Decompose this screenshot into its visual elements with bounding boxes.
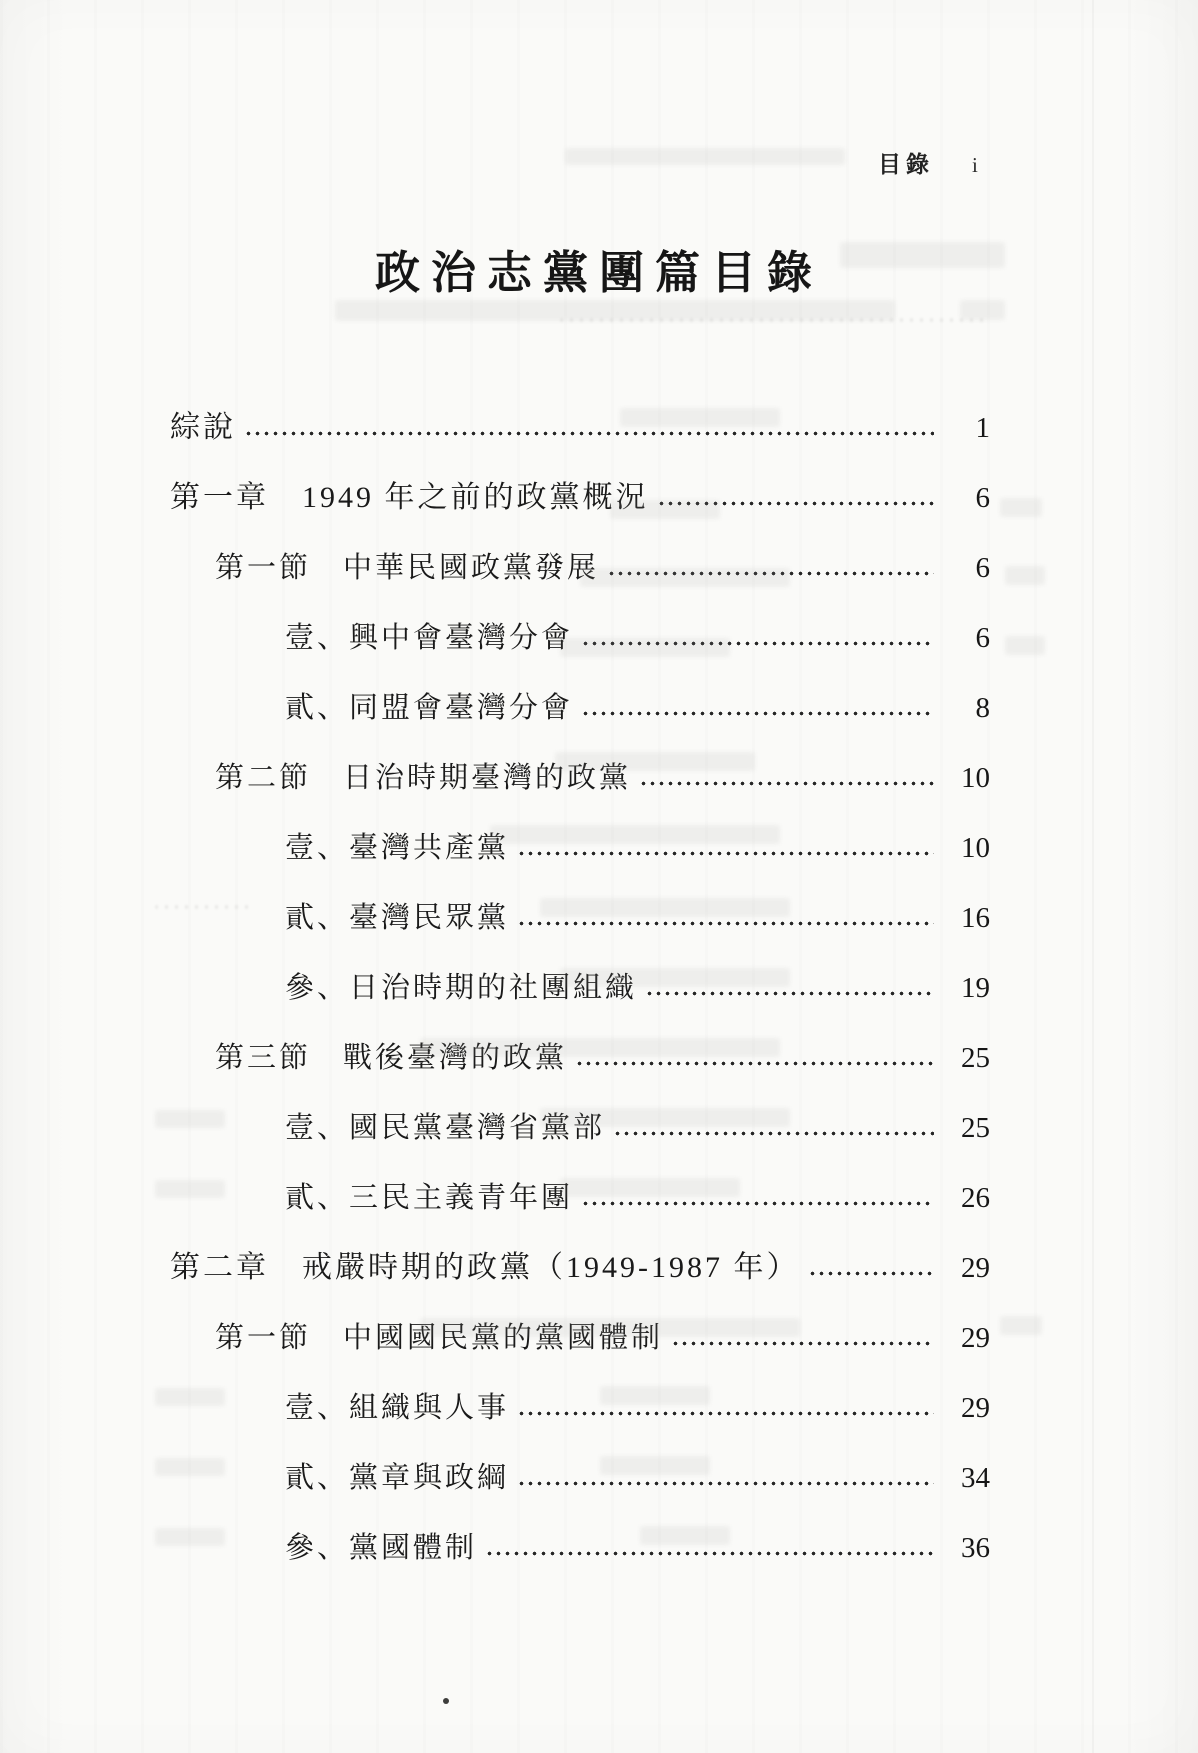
toc-entry-page: 34	[961, 1462, 990, 1495]
dot-leader	[581, 711, 934, 716]
bleedthrough-artifact	[600, 1456, 710, 1475]
toc-entry-page: 8	[975, 692, 990, 725]
bleedthrough-artifact	[155, 905, 255, 909]
toc-entry-label: 第一節 中國國民黨的黨國體制	[215, 1321, 664, 1354]
bleedthrough-artifact	[540, 898, 790, 917]
dot-leader	[485, 1551, 934, 1556]
toc-entry-page: 10	[961, 832, 990, 865]
page-header	[878, 146, 978, 179]
toc-entry	[170, 1425, 990, 1495]
toc-entry	[170, 445, 990, 515]
toc-entry	[170, 375, 990, 445]
bleedthrough-artifact	[1005, 636, 1045, 655]
toc-entry-page: 6	[975, 482, 990, 515]
dot-leader	[517, 1411, 934, 1416]
toc-entry-page: 19	[961, 972, 990, 1005]
bleedthrough-artifact	[560, 638, 730, 657]
bleedthrough-artifact	[540, 1108, 790, 1127]
toc-entry-label: 貳、同盟會臺灣分會	[285, 691, 574, 724]
toc-entry	[170, 1495, 990, 1565]
bleedthrough-artifact	[610, 500, 720, 519]
toc-entry-label: 貳、黨章與政綱	[285, 1461, 510, 1494]
bleedthrough-artifact	[840, 242, 1005, 268]
toc-entry-label: 貳、三民主義青年團	[285, 1181, 574, 1214]
toc-entry-page: 36	[961, 1532, 990, 1565]
toc-entry-page: 1	[975, 412, 990, 445]
bleedthrough-artifact	[565, 148, 845, 165]
toc-entry-page: 16	[961, 902, 990, 935]
dot-leader	[244, 431, 934, 436]
toc-entry-page: 26	[961, 1182, 990, 1215]
bleedthrough-artifact	[420, 1038, 780, 1057]
toc-entry-page: 6	[975, 622, 990, 655]
dot-leader	[671, 1341, 934, 1346]
toc-entry	[170, 1215, 990, 1285]
running-title: 目錄	[878, 152, 934, 177]
bleedthrough-artifact	[155, 1528, 225, 1546]
dot-leader	[517, 851, 934, 856]
toc-entry	[170, 655, 990, 725]
bleedthrough-artifact	[1000, 1316, 1042, 1335]
toc-entry-label: 壹、國民黨臺灣省黨部	[285, 1111, 606, 1144]
bleedthrough-artifact	[960, 300, 1005, 320]
toc-entry-page: 6	[975, 552, 990, 585]
bleedthrough-artifact	[155, 1110, 225, 1128]
bleedthrough-artifact	[420, 1318, 800, 1337]
toc-entry-label: 壹、臺灣共產黨	[285, 831, 510, 864]
toc-entry-page: 25	[961, 1042, 990, 1075]
dot-leader	[639, 781, 934, 786]
toc-entry-label: 第一章 1949 年之前的政黨概況	[170, 480, 649, 514]
bleedthrough-artifact	[1005, 566, 1045, 585]
bleedthrough-artifact	[560, 1178, 740, 1197]
toc-entry-label: 綜說	[170, 410, 236, 444]
dot-leader	[808, 1271, 935, 1276]
page-curvature-line	[1092, 0, 1094, 1753]
bleedthrough-artifact	[600, 1386, 710, 1405]
toc-entry-page: 29	[961, 1252, 990, 1285]
dot-leader	[517, 1481, 934, 1486]
toc-entry-page: 10	[961, 762, 990, 795]
bleedthrough-artifact	[560, 318, 990, 322]
bleedthrough-artifact	[155, 1180, 225, 1198]
folio-page-number: i	[972, 153, 978, 177]
toc-entry-label: 第三節 戰後臺灣的政黨	[215, 1041, 568, 1074]
dot-leader	[645, 991, 934, 996]
bleedthrough-artifact	[560, 968, 790, 987]
scan-speck	[443, 1698, 449, 1704]
bleedthrough-artifact	[580, 568, 790, 587]
toc-entry-page: 25	[961, 1112, 990, 1145]
toc-entry	[170, 1355, 990, 1425]
toc-entry-label: 第一節 中華民國政黨發展	[215, 551, 600, 584]
toc-entry-label: 壹、組織與人事	[285, 1391, 510, 1424]
toc-entry-page: 29	[961, 1392, 990, 1425]
bleedthrough-artifact	[1000, 498, 1042, 517]
bleedthrough-artifact	[155, 1388, 225, 1406]
toc-entry-label: 參、日治時期的社團組織	[285, 971, 638, 1004]
toc-entry-label: 貳、臺灣民眾黨	[285, 901, 510, 934]
dot-leader	[517, 921, 934, 926]
toc-entry-label: 第二章 戒嚴時期的政黨（1949-1987 年）	[170, 1250, 800, 1284]
bleedthrough-artifact	[555, 752, 755, 771]
bleedthrough-artifact	[640, 1526, 730, 1545]
toc-entry-page: 29	[961, 1322, 990, 1355]
toc-entry-label: 壹、興中會臺灣分會	[285, 621, 574, 654]
bleedthrough-artifact	[620, 408, 780, 427]
dot-leader	[575, 1061, 934, 1066]
toc-entry-label: 第二節 日治時期臺灣的政黨	[215, 761, 632, 794]
bleedthrough-artifact	[490, 825, 780, 844]
bleedthrough-artifact	[155, 1458, 225, 1476]
page-title: 政治志黨團篇目錄	[374, 248, 823, 298]
dot-leader	[613, 1131, 934, 1136]
dot-leader	[581, 1201, 934, 1206]
toc-entry-label: 參、黨國體制	[285, 1531, 478, 1564]
